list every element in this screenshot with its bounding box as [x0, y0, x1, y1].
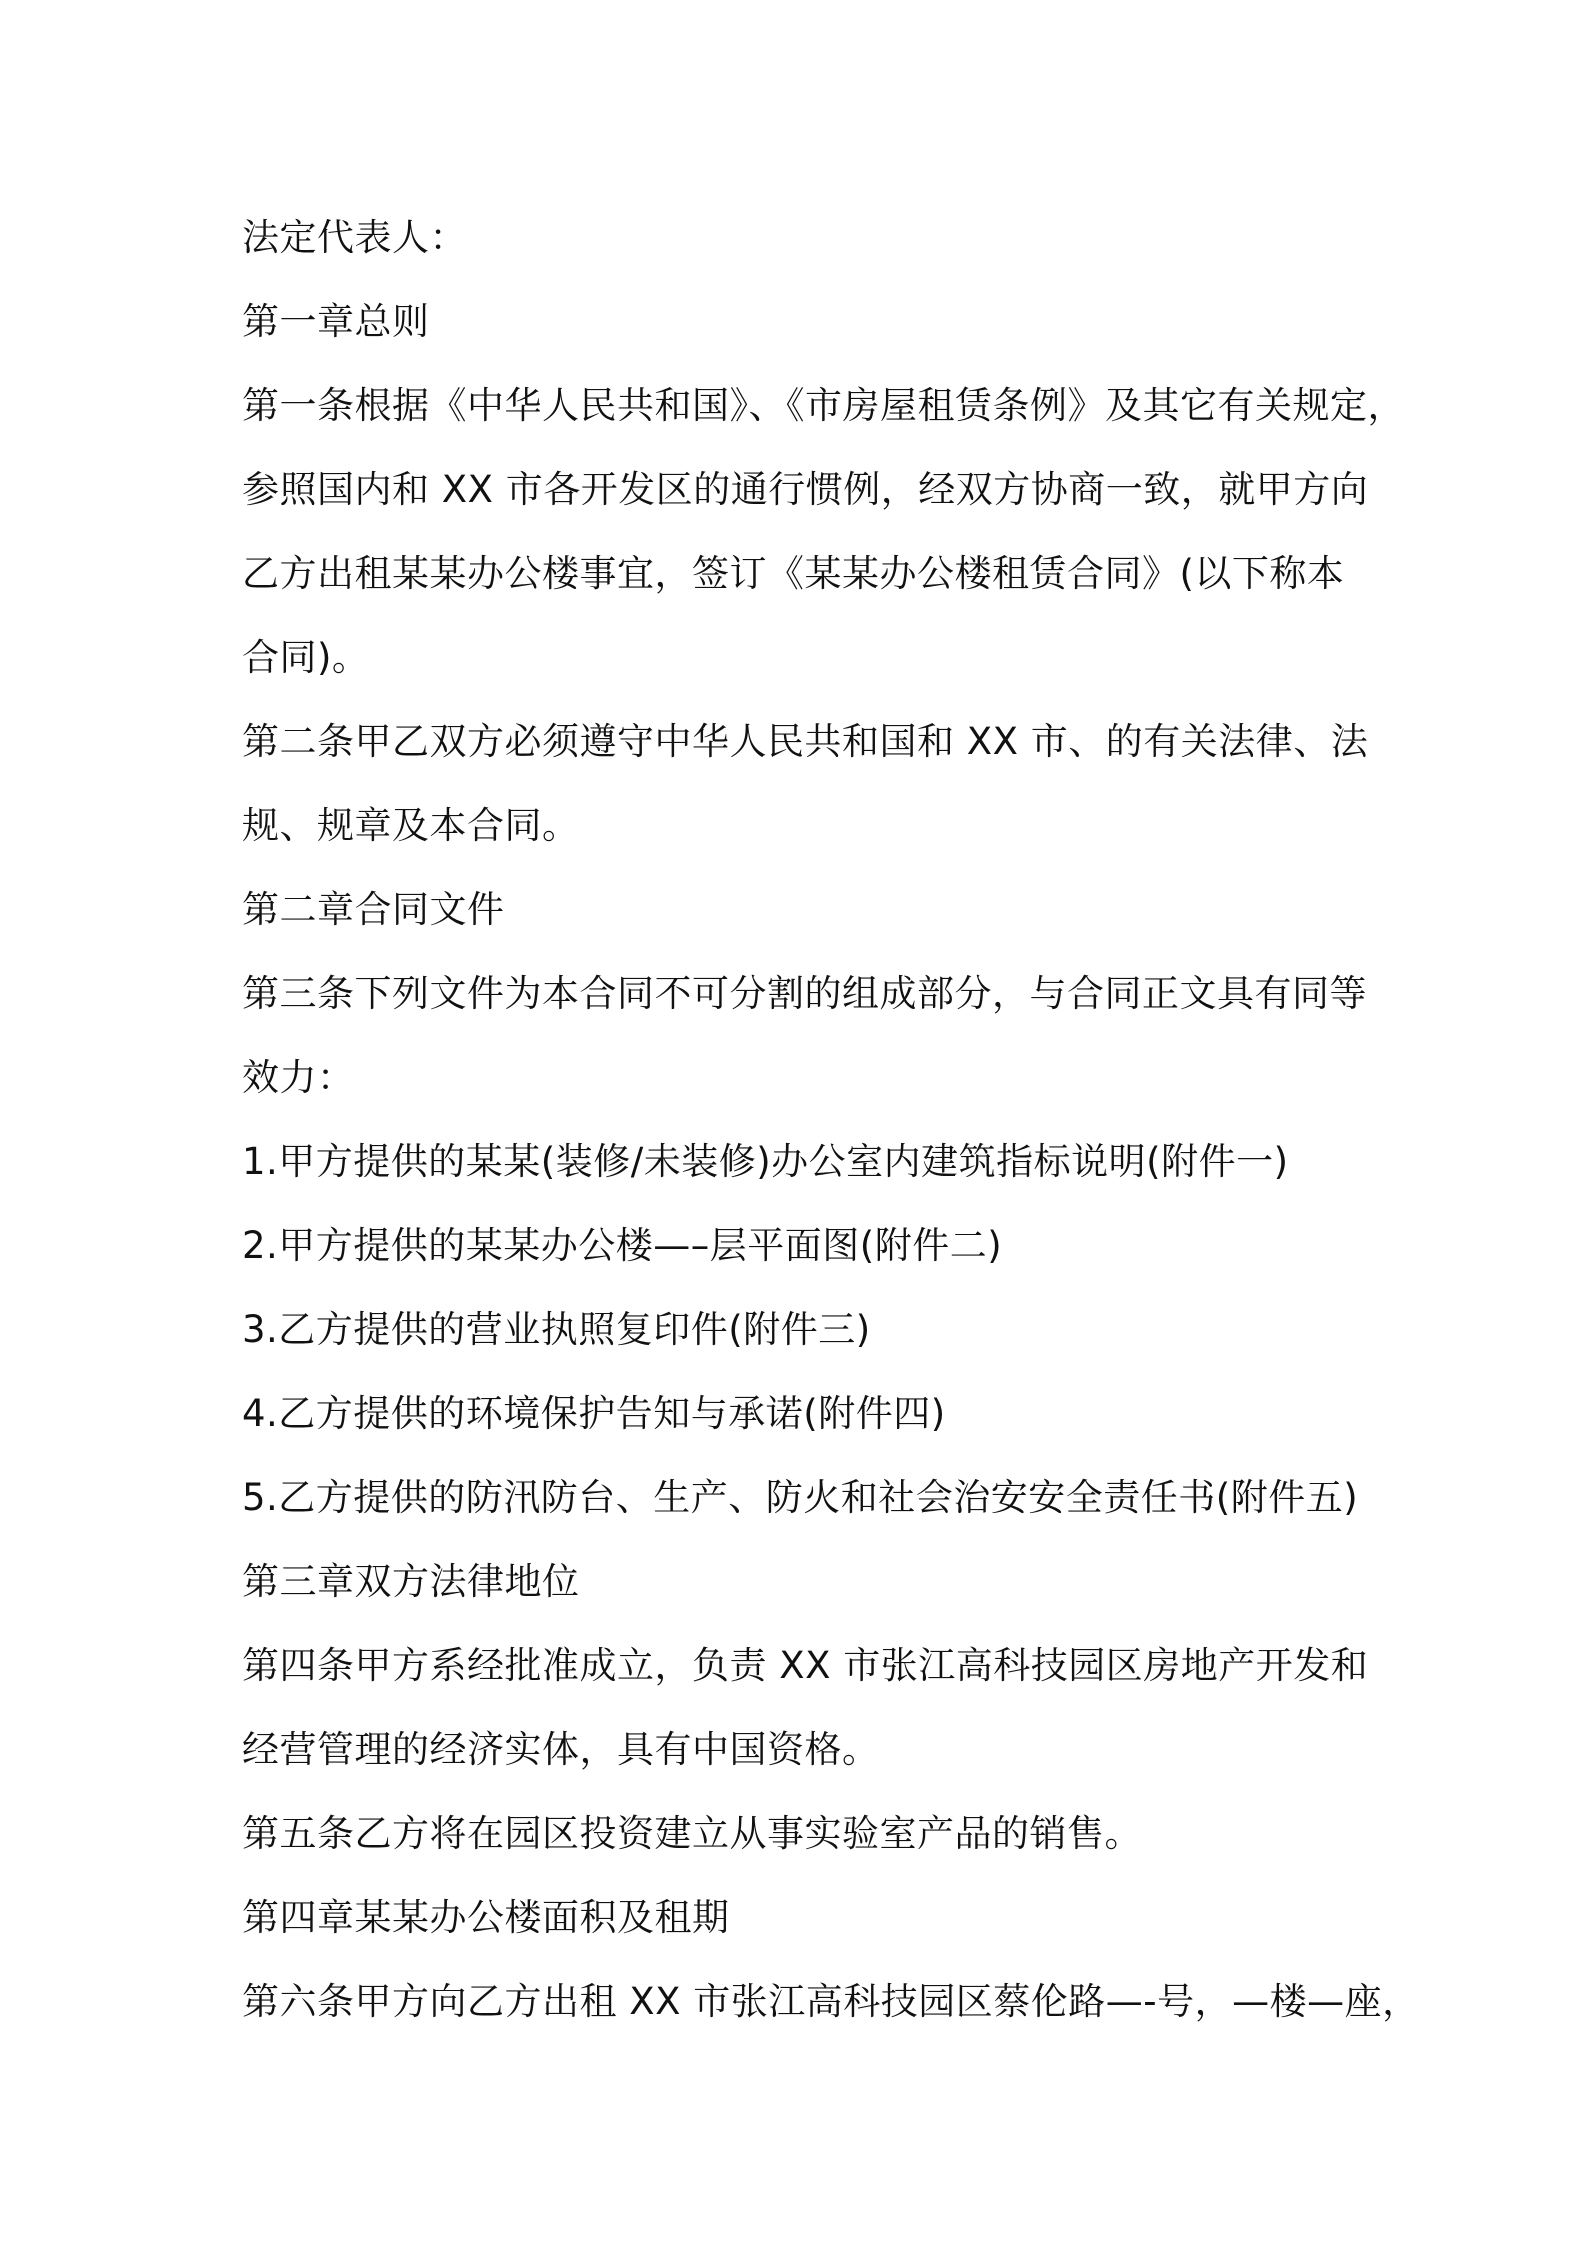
attachment-item-3: 3.乙方提供的营业执照复印件(附件三)	[242, 1308, 871, 1351]
attachment-item-1: 1.甲方提供的某某(装修/未装修)办公室内建筑指标说明(附件一)	[242, 1140, 1289, 1183]
article-2-line-2: 规、规章及本合同。	[242, 804, 580, 847]
article-4-line-2: 经营管理的经济实体，具有中国资格。	[242, 1728, 880, 1771]
article-1-line-4: 合同)。	[242, 636, 370, 679]
chapter-4-heading: 第四章某某办公楼面积及租期	[242, 1896, 730, 1939]
legal-representative-line: 法定代表人：	[242, 216, 467, 259]
article-4-line-1: 第四条甲方系经批准成立，负责 XX 市张江高科技园区房地产开发和	[242, 1644, 1369, 1687]
article-1-line-3: 乙方出租某某办公楼事宜，签订《某某办公楼租赁合同》(以下称本	[242, 552, 1345, 595]
chapter-1-heading: 第一章总则	[242, 300, 430, 343]
document-body	[242, 196, 1420, 2044]
article-2-line-1: 第二条甲乙双方必须遵守中华人民共和国和 XX 市、的有关法律、法	[242, 720, 1369, 763]
chapter-2-heading: 第二章合同文件	[242, 888, 505, 931]
article-1-line-2: 参照国内和 XX 市各开发区的通行惯例，经双方协商一致，就甲方向	[242, 468, 1369, 511]
attachment-item-4: 4.乙方提供的环境保护告知与承诺(附件四)	[242, 1392, 946, 1435]
article-1-line-1: 第一条根据《中华人民共和国》、《市房屋租赁条例》及其它有关规定，	[242, 384, 1405, 427]
article-3-line-2: 效力：	[242, 1056, 355, 1099]
chapter-3-heading: 第三章双方法律地位	[242, 1560, 580, 1603]
article-5-line-1: 第五条乙方将在园区投资建立从事实验室产品的销售。	[242, 1812, 1142, 1855]
article-6-line-1: 第六条甲方向乙方出租 XX 市张江高科技园区蔡伦路—-号，—楼—座，	[242, 1980, 1420, 2023]
attachment-item-5: 5.乙方提供的防汛防台、生产、防火和社会治安安全责任书(附件五)	[242, 1476, 1359, 1519]
article-3-line-1: 第三条下列文件为本合同不可分割的组成部分，与合同正文具有同等	[242, 972, 1367, 1015]
attachment-item-2: 2.甲方提供的某某办公楼—–层平面图(附件二)	[242, 1224, 1003, 1267]
